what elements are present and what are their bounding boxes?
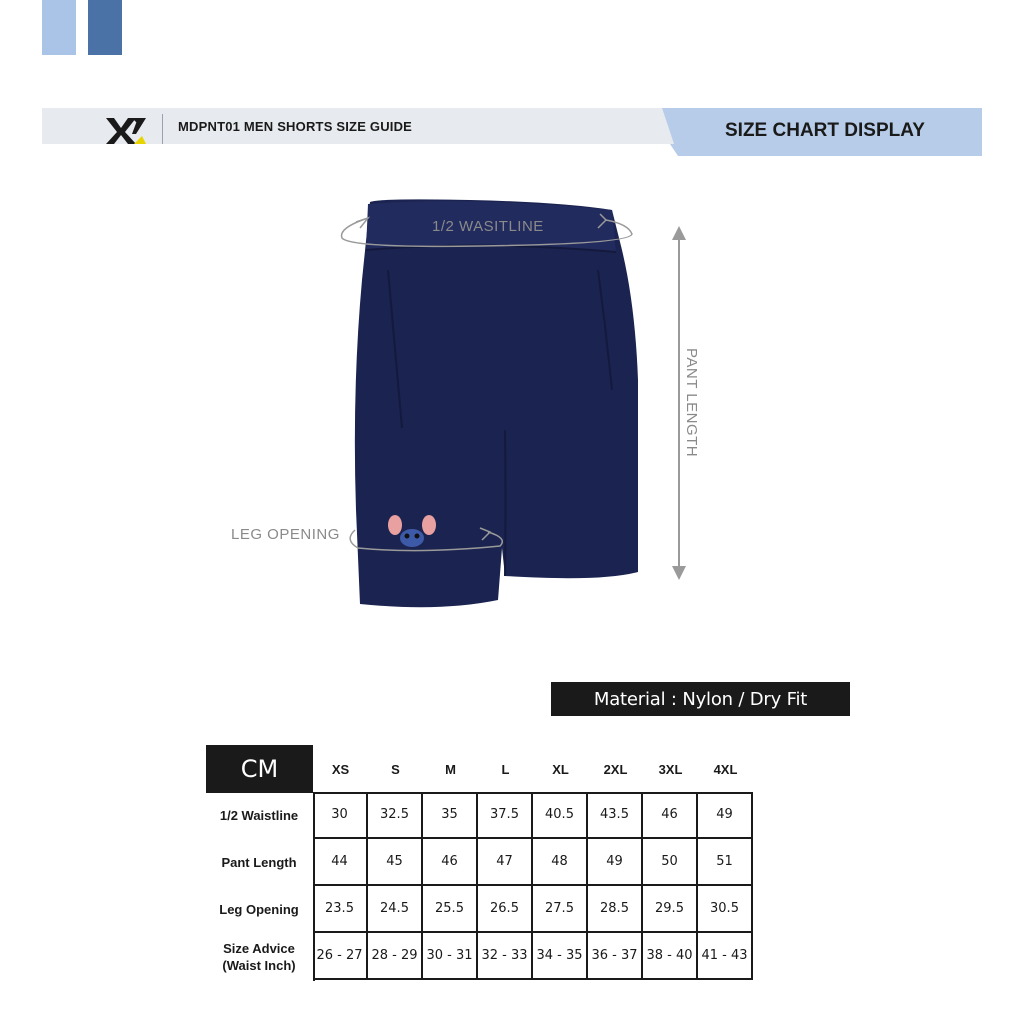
table-cell: 45: [368, 839, 423, 886]
size-header-3xl: 3XL: [658, 762, 683, 777]
table-cell: 40.5: [533, 792, 588, 839]
leg-opening-label: LEG OPENING: [231, 526, 340, 543]
table-cell: 38 - 40: [643, 933, 698, 980]
table-cell: 28.5: [588, 886, 643, 933]
table-cell: 50: [643, 839, 698, 886]
table-cell: 29.5: [643, 886, 698, 933]
table-cell: 30.5: [698, 886, 753, 933]
table-cell: 27.5: [533, 886, 588, 933]
size-header-xl: XL: [552, 762, 569, 777]
table-cell: 24.5: [368, 886, 423, 933]
material-badge: Material : Nylon / Dry Fit: [551, 682, 850, 716]
table-cell: 44: [313, 839, 368, 886]
table-cell: 23.5: [313, 886, 368, 933]
table-cell: 43.5: [588, 792, 643, 839]
table-cell: 46: [643, 792, 698, 839]
size-header-xs: XS: [331, 762, 350, 777]
row-label: 1/2 Waistline: [219, 808, 299, 823]
table-cell: 51: [698, 839, 753, 886]
size-header-l: L: [501, 762, 510, 777]
table-cell: 25.5: [423, 886, 478, 933]
size-header-2xl: 2XL: [603, 762, 628, 777]
table-cell: 49: [698, 792, 753, 839]
table-cell: 48: [533, 839, 588, 886]
row-label: Size Advice (Waist Inch): [222, 940, 296, 973]
shorts-illustration: [0, 180, 1024, 630]
pant-length-label: PANT LENGTH: [683, 348, 700, 458]
table-cell: 46: [423, 839, 478, 886]
size-header-m: M: [445, 762, 456, 777]
table-cell: 47: [478, 839, 533, 886]
unit-header: CM: [206, 745, 313, 793]
table-cell: 37.5: [478, 792, 533, 839]
table-cell: 32 - 33: [478, 933, 533, 980]
size-guide-title: MDPNT01 MEN SHORTS SIZE GUIDE: [178, 119, 413, 134]
size-table: [313, 792, 752, 981]
header-bar: [42, 108, 982, 156]
shorts-figure: [0, 180, 1024, 630]
table-cell: 26 - 27: [313, 933, 368, 980]
size-header-s: S: [391, 762, 400, 777]
table-cell: 30: [313, 792, 368, 839]
table-cell: 32.5: [368, 792, 423, 839]
xy-logo-icon: [102, 112, 152, 146]
decorative-accent-light: [42, 0, 76, 55]
waistline-label: 1/2 WASITLINE: [432, 218, 544, 235]
table-cell: 28 - 29: [368, 933, 423, 980]
table-cell: 35: [423, 792, 478, 839]
table-cell: 36 - 37: [588, 933, 643, 980]
header-divider: [162, 114, 163, 144]
table-cell: 34 - 35: [533, 933, 588, 980]
table-cell: 26.5: [478, 886, 533, 933]
table-cell: 30 - 31: [423, 933, 478, 980]
row-label: Pant Length: [221, 855, 297, 870]
size-header-4xl: 4XL: [713, 762, 738, 777]
decorative-accent-dark: [88, 0, 122, 55]
size-chart-display-title: SIZE CHART DISPLAY: [725, 120, 925, 141]
row-label: Leg Opening: [219, 902, 299, 917]
table-cell: 49: [588, 839, 643, 886]
table-cell: 41 - 43: [698, 933, 753, 980]
